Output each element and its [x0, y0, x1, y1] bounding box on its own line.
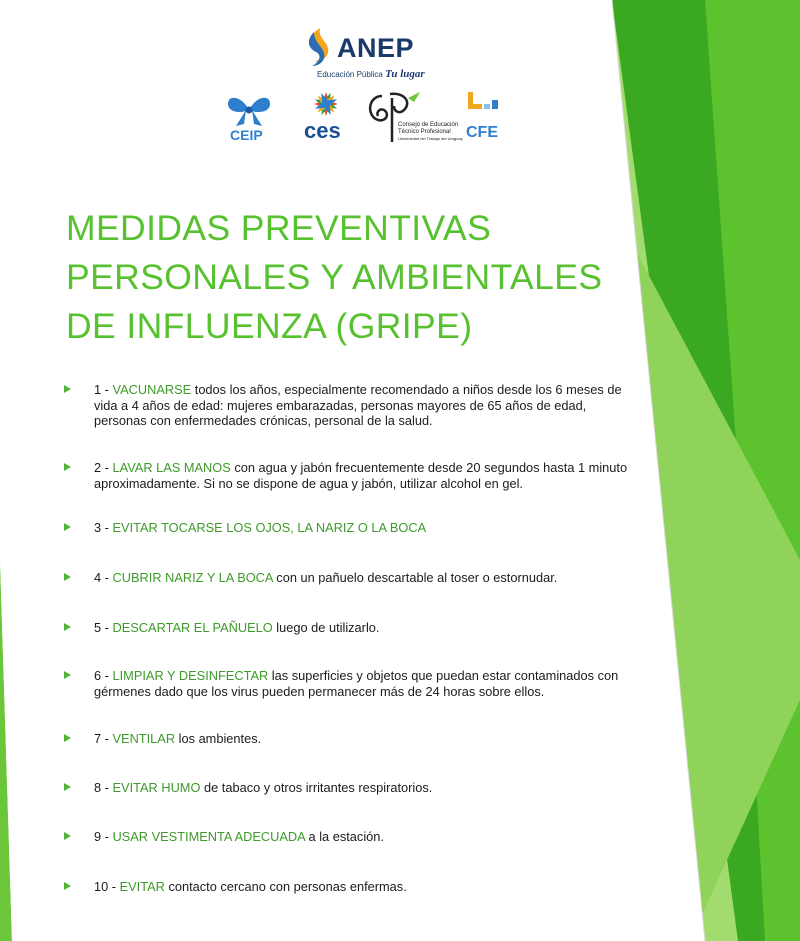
measure-number: 5: [94, 620, 102, 635]
measure-number: 9: [94, 829, 102, 844]
bullet-arrow-icon: [64, 523, 71, 531]
title-line-1: MEDIDAS PREVENTIVAS: [66, 208, 492, 248]
logo-tagline: Tu lugar: [385, 68, 425, 80]
measure-highlight: LAVAR LAS MANOS: [112, 460, 231, 475]
measure-highlight: CUBRIR NARIZ Y LA BOCA: [112, 570, 273, 585]
measure-highlight: USAR VESTIMENTA ADECUADA: [112, 829, 305, 844]
cetp-label-3: Universidad del Trabajo del Uruguay: [398, 136, 463, 141]
measure-number: 2: [94, 460, 102, 475]
cetp-label-1: Consejo de Educación: [398, 122, 459, 128]
bullet-arrow-icon: [64, 832, 71, 840]
measure-item-1: 1 - VACUNARSE todos los años, especialmente recomendado a niños desde los 6 meses de vida a 4 años de edad: mujeres embarazadas, personas mayores de 65 años de edad, personas con enfermedades crónicas, personal de la salud.: [94, 382, 634, 429]
measure-item-7: 7 - VENTILAR los ambientes.: [94, 731, 634, 747]
measure-text: con agua y jabón frecuentemente desde 20 segundos hasta 1 minuto aproximadamente. Si no se dispone de agua y jabón, utilizar alcohol en gel.: [94, 460, 628, 491]
measure-number: 10: [94, 879, 109, 894]
measure-number: 6: [94, 668, 102, 683]
title-line-3: DE INFLUENZA (GRIPE): [66, 306, 473, 346]
measure-number: 3: [94, 520, 102, 535]
measure-item-5: 5 - DESCARTAR EL PAÑUELO luego de utilizarlo.: [94, 620, 634, 636]
measure-item-9: 9 - USAR VESTIMENTA ADECUADA a la estación.: [94, 829, 634, 845]
measure-item-8: 8 - EVITAR HUMO de tabaco y otros irritantes respiratorios.: [94, 780, 634, 796]
ces-label: ces: [304, 118, 341, 143]
bullet-arrow-icon: [64, 463, 71, 471]
measure-item-2: 2 - LAVAR LAS MANOS con agua y jabón frecuentemente desde 20 segundos hasta 1 minuto aproximadamente. Si no se dispone de agua y jabón, utilizar alcohol en gel.: [94, 460, 634, 491]
measure-text: con un pañuelo descartable al toser o estornudar.: [272, 570, 558, 585]
anep-logo-text: ANEP: [337, 33, 415, 63]
measure-number: 4: [94, 570, 102, 585]
measure-text: todos los años, especialmente recomendado a niños desde los 6 meses de vida a 4 años de edad: mujeres embarazadas, personas mayores de 65 años de edad, personas con enfermedades crónicas, personal de la salud.: [94, 382, 622, 428]
measure-text: a la estación.: [304, 829, 384, 844]
measure-text: luego de utilizarlo.: [272, 620, 380, 635]
measure-item-3: 3 - EVITAR TOCARSE LOS OJOS, LA NARIZ O LA BOCA: [94, 520, 634, 536]
measure-item-4: 4 - CUBRIR NARIZ Y LA BOCA con un pañuelo descartable al toser o estornudar.: [94, 570, 634, 586]
bullet-arrow-icon: [64, 671, 71, 679]
bullet-arrow-icon: [64, 385, 71, 393]
logo-sub-text: Educación Pública: [317, 70, 383, 79]
measure-highlight: DESCARTAR EL PAÑUELO: [112, 620, 273, 635]
measure-item-6: 6 - LIMPIAR Y DESINFECTAR las superficies y objetos que puedan estar contaminados con gérmenes dado que los virus pueden permanecer más de 24 horas sobre ellos.: [94, 668, 634, 699]
measure-item-10: 10 - EVITAR contacto cercano con personas enfermas.: [94, 879, 634, 895]
measure-text: contacto cercano con personas enfermas.: [164, 879, 407, 894]
cetp-label-2: Técnico Profesional: [398, 129, 451, 135]
measure-text: de tabaco y otros irritantes respiratorios.: [200, 780, 433, 795]
measure-number: 8: [94, 780, 102, 795]
anep-logo-subtitle: [317, 68, 425, 80]
measure-highlight: EVITAR HUMO: [112, 780, 201, 795]
measure-number: 7: [94, 731, 102, 746]
measure-number: 1: [94, 382, 102, 397]
measure-highlight: LIMPIAR Y DESINFECTAR: [112, 668, 269, 683]
bullet-arrow-icon: [64, 882, 71, 890]
page-title: [66, 204, 602, 351]
measure-text: los ambientes.: [175, 731, 262, 746]
measure-highlight: EVITAR TOCARSE LOS OJOS, LA NARIZ O LA BOCA: [112, 520, 427, 535]
cfe-label: CFE: [466, 124, 498, 141]
measure-highlight: EVITAR: [119, 879, 165, 894]
measure-highlight: VACUNARSE: [112, 382, 192, 397]
title-line-2: PERSONALES Y AMBIENTALES: [66, 257, 603, 297]
bullet-arrow-icon: [64, 573, 71, 581]
bullet-arrow-icon: [64, 783, 71, 791]
bullet-arrow-icon: [64, 623, 71, 631]
measure-highlight: VENTILAR: [112, 731, 176, 746]
bullet-arrow-icon: [64, 734, 71, 742]
measure-text: las superficies y objetos que puedan estar contaminados con gérmenes dado que los virus pueden permanecer más de 24 horas sobre ellos.: [94, 668, 619, 699]
ceip-label: CEIP: [230, 127, 263, 143]
